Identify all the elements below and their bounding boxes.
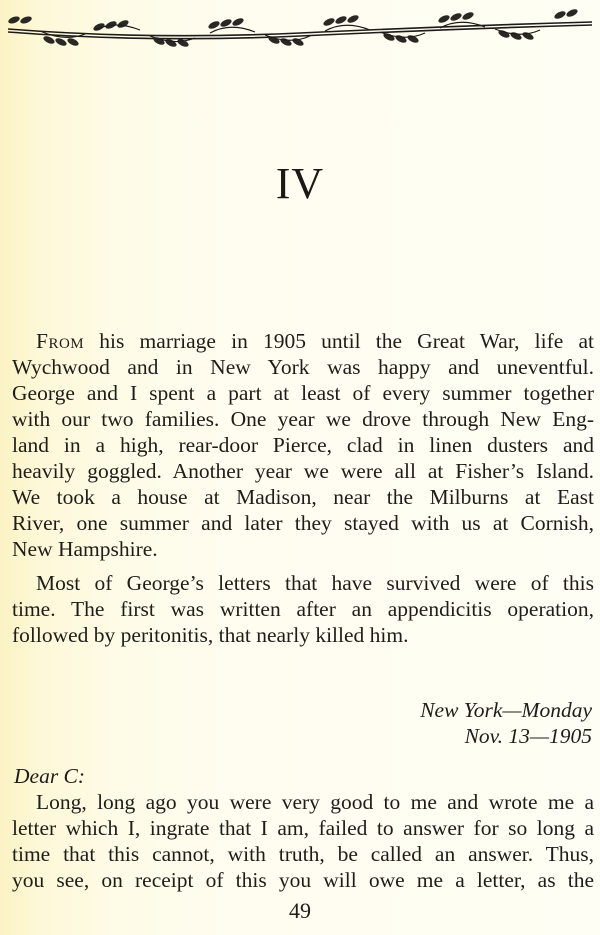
- page-number: 49: [289, 898, 311, 923]
- vine-border-icon: [0, 0, 600, 50]
- letter-salutation: Dear C:: [14, 764, 86, 788]
- letter-date-line: Nov. 13—1905: [464, 724, 592, 748]
- text-line: you see, on receipt of this you will owe me a letter, as the: [12, 868, 594, 892]
- lead-smallcaps: From: [36, 329, 85, 353]
- letter-place-line: New York—Monday: [420, 698, 592, 722]
- text-line: River, one summer and later they stayed with us at Cornish,: [12, 511, 594, 535]
- text-line: heavily goggled. Another year we were all at Fisher’s Island.: [12, 459, 594, 483]
- text-line: land in a high, rear-door Pierce, clad in linen dusters and: [12, 433, 594, 457]
- text-line: with our two families. One year we drove through New Eng-: [12, 407, 594, 431]
- text-line: George and I spent a part at least of every summer together: [12, 381, 594, 405]
- text-line: From his marriage in 1905 until the Great War, life at: [36, 329, 594, 353]
- text-line: Long, long ago you were very good to me and wrote me a: [36, 790, 594, 814]
- text-line: letter which I, ingrate that I am, failed to answer for so long a: [12, 816, 594, 840]
- text-line: New Hampshire.: [12, 537, 158, 561]
- text-line: Wychwood and in New York was happy and uneventful.: [12, 355, 594, 379]
- text-line: time. The first was written after an appendicitis operation,: [12, 597, 594, 621]
- text-line: followed by peritonitis, that nearly killed him.: [12, 623, 409, 647]
- text-line: time that this cannot, with truth, be called an answer. Thus,: [12, 842, 594, 866]
- chapter-number: IV: [275, 159, 325, 208]
- text-line: Most of George’s letters that have survived were of this: [36, 571, 594, 595]
- text-line: We took a house at Madison, near the Milburns at East: [12, 485, 594, 509]
